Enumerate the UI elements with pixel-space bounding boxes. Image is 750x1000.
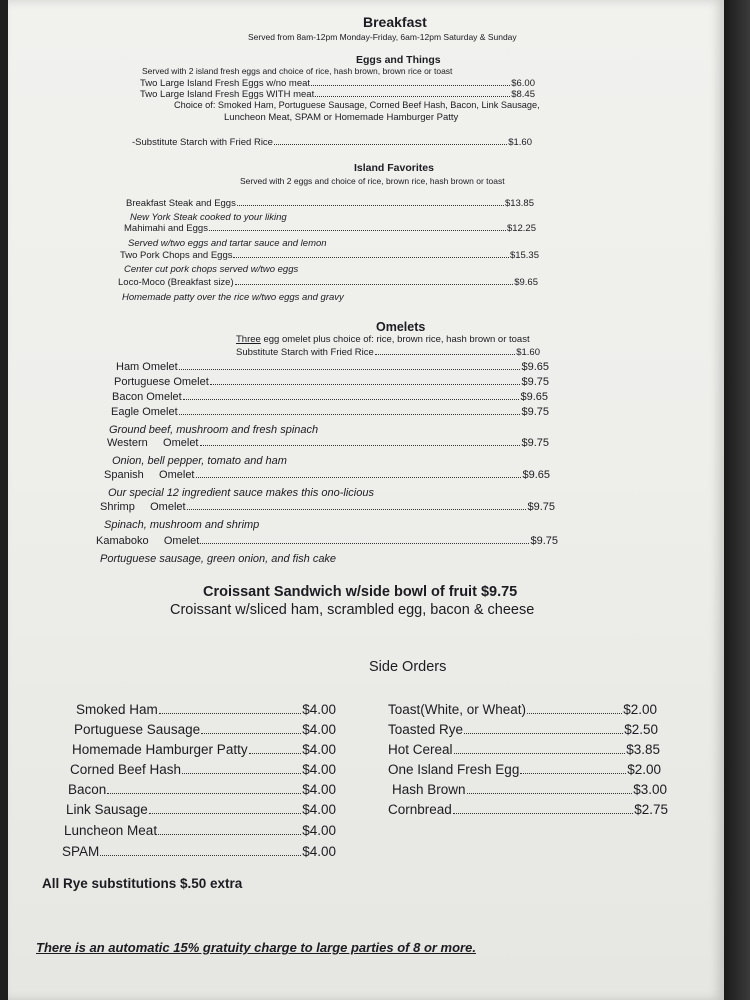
menu-holder-left-edge (0, 0, 8, 1000)
item-name: Smoked Ham (76, 702, 158, 717)
side-item (64, 823, 336, 838)
item-name: Two Pork Chops and Eggs (120, 250, 233, 261)
side-item (66, 802, 336, 817)
item-name: Two Large Island Fresh Eggs WITH meat (140, 89, 315, 100)
item-name: Mahimahi and Eggs (124, 223, 208, 234)
item-name: Eagle Omelet (111, 406, 178, 418)
item-price: $4.00 (302, 762, 336, 777)
item-name: Shrimp Omelet (100, 501, 186, 513)
item-price: $9.75 (521, 406, 549, 418)
omelets-note-rest: egg omelet plus choice of: rice, brown rice, hash brown or toast (260, 334, 530, 345)
item-price: $3.00 (633, 782, 667, 797)
menu-item (104, 469, 550, 481)
item-name: Bacon Omelet (112, 391, 182, 403)
side-item (388, 722, 658, 737)
item-price: $4.00 (302, 844, 336, 859)
croissant-description: Croissant w/sliced ham, scrambled egg, bacon & cheese (170, 602, 535, 618)
menu-item (100, 501, 555, 513)
side-item (388, 742, 660, 757)
item-price: $4.00 (302, 802, 336, 817)
item-price: $2.50 (624, 722, 658, 737)
item-name: Corned Beef Hash (70, 762, 182, 777)
item-price: $1.60 (516, 347, 540, 358)
rye-note: All Rye substitutions $.50 extra (42, 876, 243, 891)
item-name: Cornbread (388, 802, 452, 817)
item-name: Spanish Omelet (104, 469, 195, 481)
item-name: Toast(White, or Wheat) (388, 702, 527, 717)
item-name: Link Sausage (66, 802, 148, 817)
item-price: $3.85 (626, 742, 660, 757)
item-price: $9.65 (514, 277, 538, 288)
item-description: Our special 12 ingredient sauce makes this ono-licious (108, 487, 374, 499)
item-price: $4.00 (302, 722, 336, 737)
item-description: Onion, bell pepper, tomato and ham (112, 455, 287, 467)
item-price: $12.25 (506, 223, 536, 234)
meat-choices-cont: Luncheon Meat, SPAM or Homemade Hamburger Patty (224, 112, 459, 123)
item-price: $2.00 (623, 702, 657, 717)
side-orders-heading: Side Orders (369, 659, 447, 675)
item-name: Portuguese Omelet (114, 376, 209, 388)
eggs-heading: Eggs and Things (356, 54, 441, 66)
side-item (388, 762, 661, 777)
item-name: Kamaboko Omelet (96, 535, 200, 547)
item-price: $1.60 (508, 137, 532, 148)
side-item (74, 722, 336, 737)
menu-item (120, 250, 539, 261)
menu-item (96, 535, 558, 547)
menu-item (118, 277, 538, 288)
item-name: Bacon (68, 782, 107, 797)
serving-hours: Served from 8am-12pm Monday-Friday, 6am-12pm Saturday & Sunday (248, 32, 517, 42)
item-name: Portuguese Sausage (74, 722, 201, 737)
item-price: $9.75 (527, 501, 555, 513)
item-description: Homemade patty over the rice w/two eggs and gravy (122, 292, 344, 303)
menu-holder-right-edge (724, 0, 750, 1000)
item-name: One Island Fresh Egg (388, 762, 520, 777)
item-price: $4.00 (302, 823, 336, 838)
item-price: $9.65 (521, 361, 549, 373)
side-item (392, 782, 667, 797)
item-price: $9.65 (522, 469, 550, 481)
side-item (388, 702, 657, 717)
item-description: Ground beef, mushroom and fresh spinach (109, 424, 319, 436)
item-price: $13.85 (504, 198, 534, 209)
item-price: $9.75 (521, 376, 549, 388)
menu-item (140, 78, 535, 89)
item-name: Ham Omelet (116, 361, 178, 373)
menu-item (114, 376, 549, 388)
item-description: Served w/two eggs and tartar sauce and lemon (128, 238, 327, 249)
menu-page (8, 0, 724, 1000)
menu-item (140, 89, 535, 100)
menu-item (124, 223, 536, 234)
omelets-note-lead: Three (236, 334, 261, 345)
item-description: Spinach, mushroom and shrimp (104, 519, 260, 531)
item-name: Homemade Hamburger Patty (72, 742, 248, 757)
omelets-heading: Omelets (376, 320, 426, 334)
item-name: Western Omelet (107, 437, 199, 449)
item-name: Loco-Moco (Breakfast size) (118, 277, 234, 288)
meat-choices: Choice of: Smoked Ham, Portuguese Sausage, Corned Beef Hash, Bacon, Link Sausage, (174, 100, 540, 110)
substitute-line (132, 137, 532, 148)
item-price: $4.00 (302, 782, 336, 797)
menu-item (112, 391, 548, 403)
menu-item (111, 406, 549, 418)
page-title: Breakfast (363, 14, 427, 30)
side-item (72, 742, 336, 757)
item-price: $15.35 (509, 250, 539, 261)
menu-item (107, 437, 549, 449)
item-name: SPAM (62, 844, 100, 859)
menu-item (126, 198, 534, 209)
item-price: $4.00 (302, 742, 336, 757)
menu-item (116, 361, 549, 373)
item-name: Luncheon Meat (64, 823, 158, 838)
item-name: -Substitute Starch with Fried Rice (132, 137, 273, 148)
item-description: New York Steak cooked to your liking (130, 212, 287, 223)
item-name: Hot Cereal (388, 742, 453, 757)
side-item (76, 702, 336, 717)
item-price: $9.75 (530, 535, 558, 547)
item-price: $2.75 (634, 802, 668, 817)
side-item (68, 782, 336, 797)
substitute-line (236, 347, 540, 358)
item-price: $9.75 (521, 437, 549, 449)
omelets-note (236, 334, 530, 345)
eggs-note: Served with 2 island fresh eggs and choice of rice, hash brown, brown rice or toast (142, 66, 453, 76)
side-item (70, 762, 336, 777)
item-price: $9.65 (520, 391, 548, 403)
side-item (388, 802, 668, 817)
item-description: Portuguese sausage, green onion, and fish cake (100, 553, 337, 565)
item-name: Toasted Rye (388, 722, 464, 737)
gratuity-notice: There is an automatic 15% gratuity charge to large parties of 8 or more. (36, 940, 476, 955)
item-name: Hash Brown (392, 782, 466, 797)
item-name: Substitute Starch with Fried Rice (236, 347, 374, 358)
item-price: $6.00 (511, 78, 535, 89)
item-description: Center cut pork chops served w/two eggs (124, 264, 299, 275)
item-name: Breakfast Steak and Eggs (126, 198, 236, 209)
side-item (62, 844, 336, 859)
island-favorites-note: Served with 2 eggs and choice of rice, brown rice, hash brown or toast (240, 176, 505, 186)
item-price: $4.00 (302, 702, 336, 717)
item-price: $2.00 (627, 762, 661, 777)
item-price: $8.45 (511, 89, 535, 100)
island-favorites-heading: Island Favorites (354, 162, 434, 174)
croissant-title: Croissant Sandwich w/side bowl of fruit $9.75 (203, 584, 518, 600)
item-name: Two Large Island Fresh Eggs w/no meat (140, 78, 311, 89)
